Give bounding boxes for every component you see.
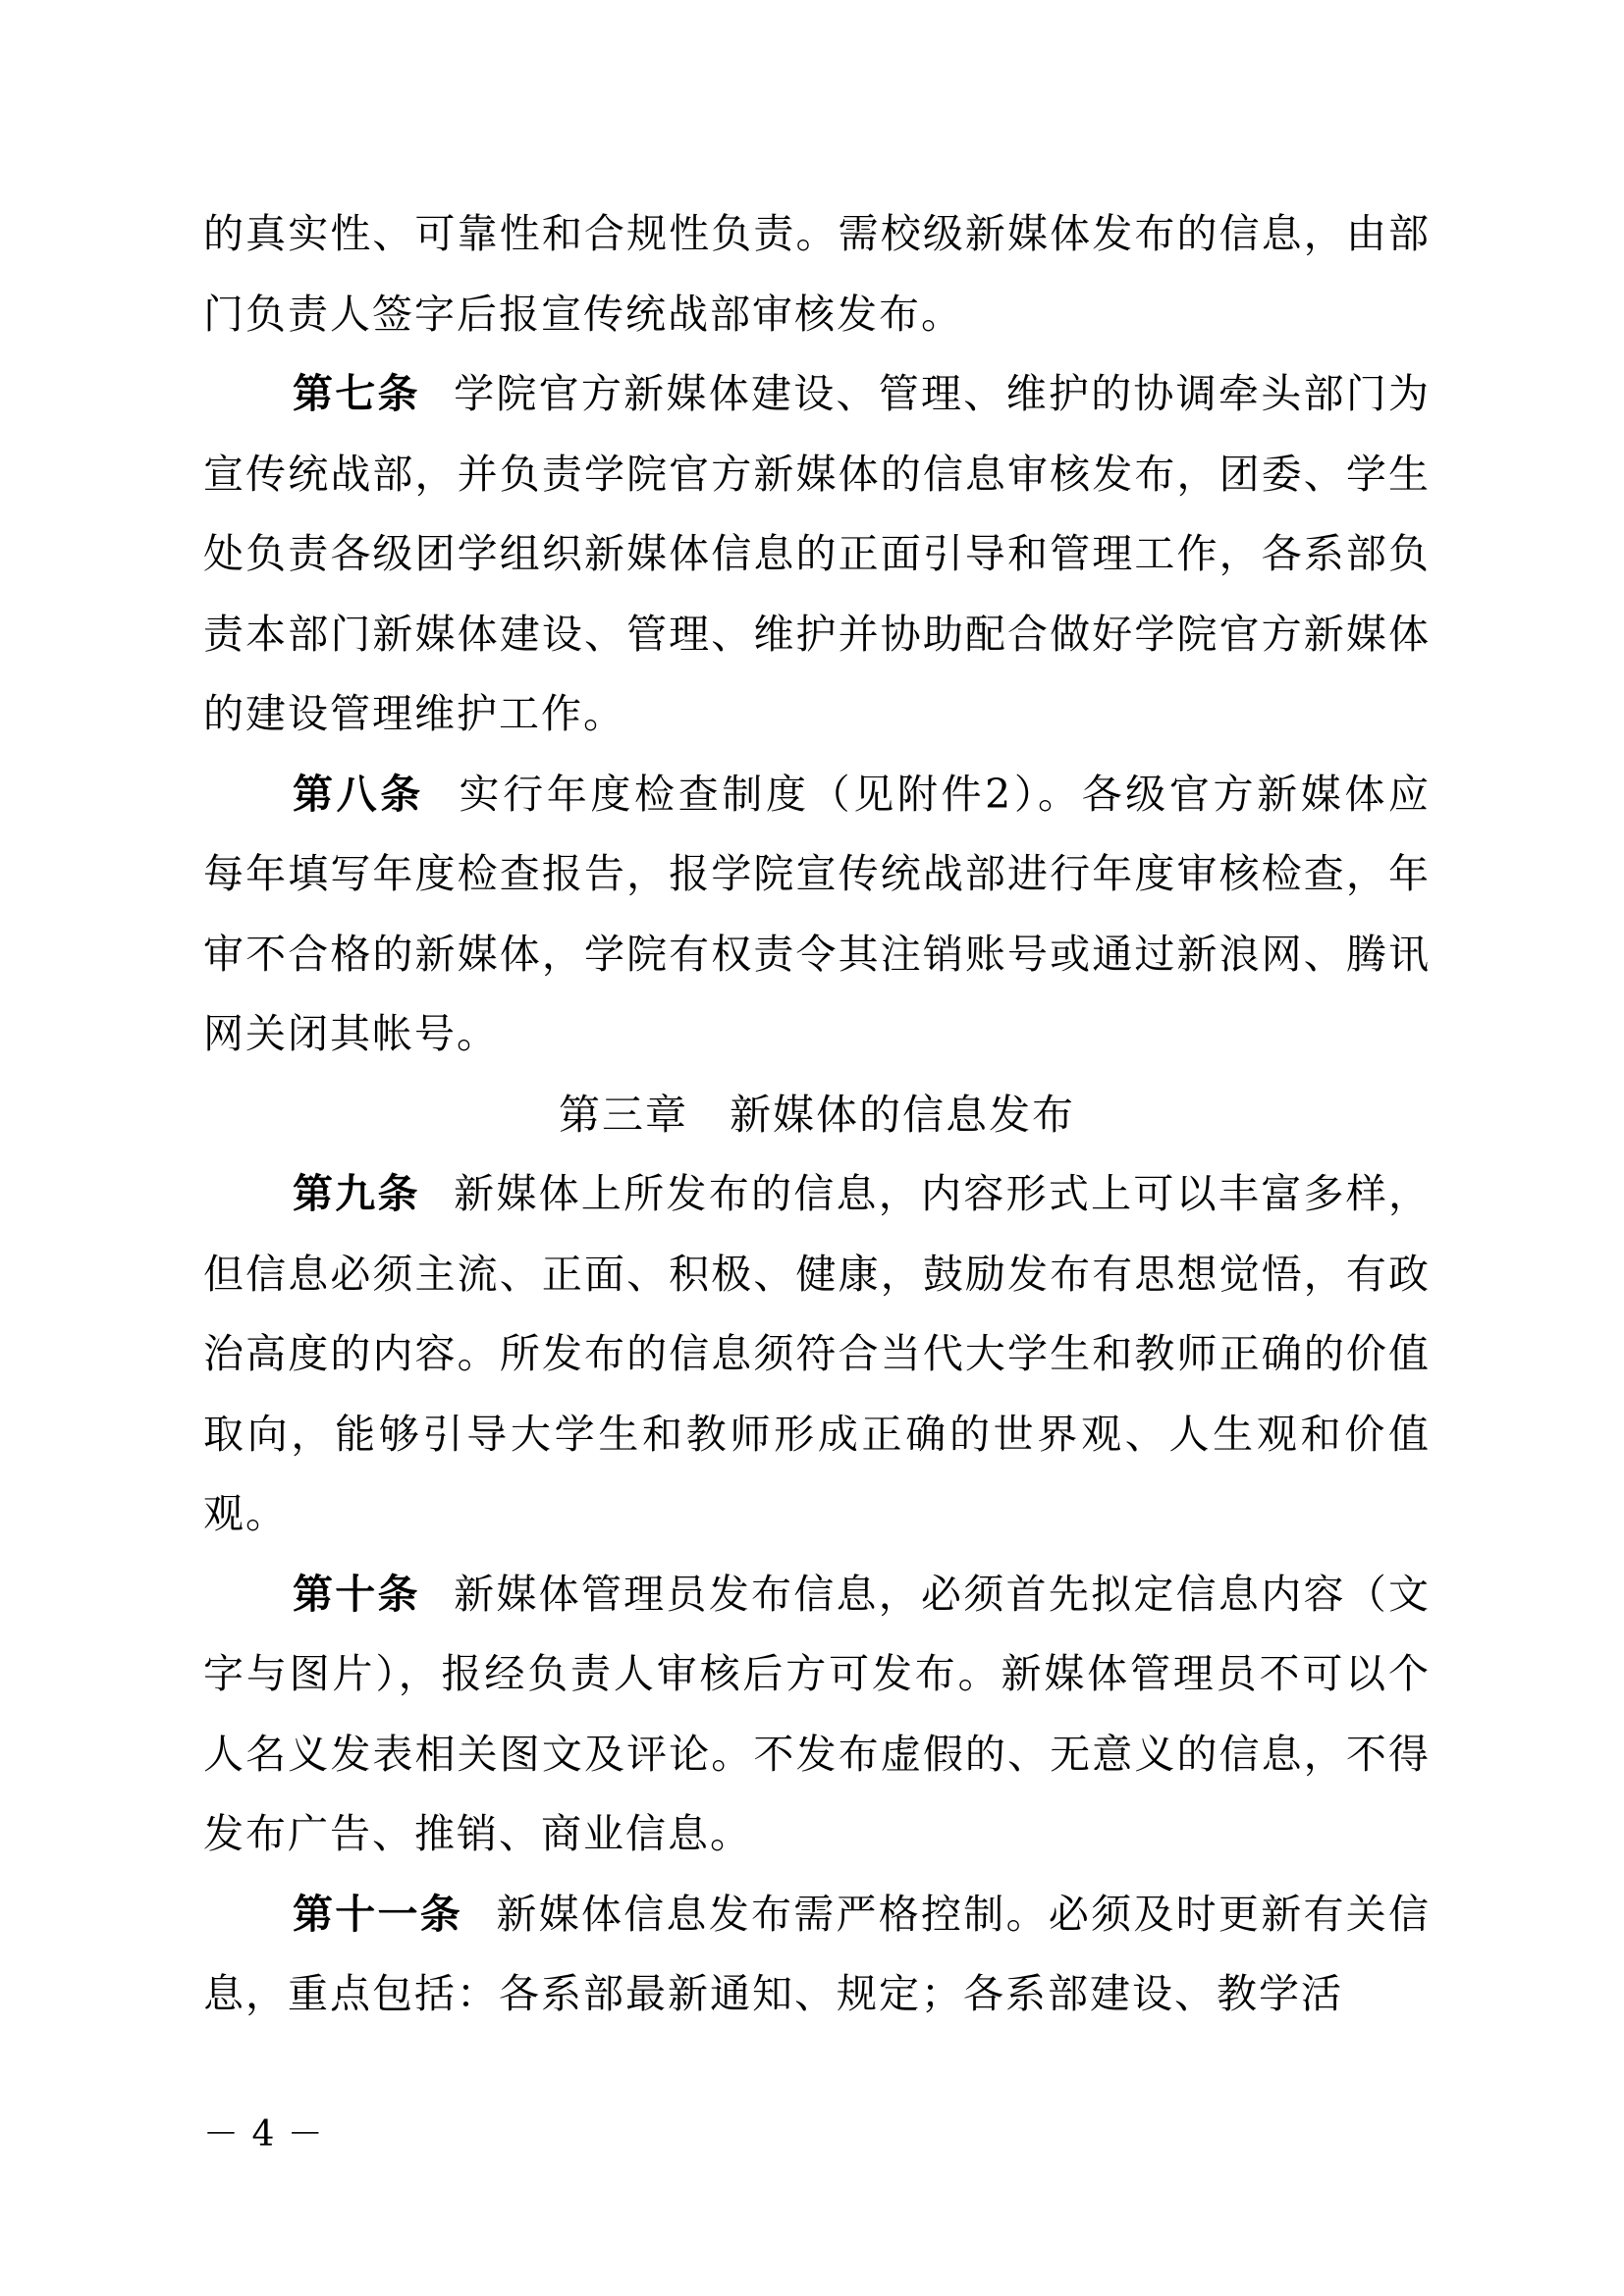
page-number: － 4 － xyxy=(203,2114,324,2155)
chapter-number: 第三章 xyxy=(558,1090,688,1139)
article-10 xyxy=(203,1555,1431,1875)
article-label: 第八条 xyxy=(293,770,424,818)
article-9 xyxy=(203,1154,1431,1555)
article-8 xyxy=(203,755,1431,1075)
article-text: 新媒体管理员发布信息，必须首先拟定信息内容（文字与图片），报经负责人审核后方可发布。新媒体管理员不可以个人名义发表相关图文及评论。不发布虚假的、无意义的信息，不得发布广告、推销、商业信息。 xyxy=(203,1570,1432,1857)
article-11 xyxy=(203,1875,1431,2035)
chapter-heading xyxy=(203,1075,1431,1155)
article-text: 学院官方新媒体建设、管理、维护的协调牵头部门为宣传统战部，并负责学院官方新媒体的信息审核发布，团委、学生处负责各级团学组织新媒体信息的正面引导和管理工作，各系部负责本部门新媒体建设、管理、维护并协助配合做好学院官方新媒体的建设管理维护工作。 xyxy=(203,370,1432,737)
article-text: 新媒体信息发布需严格控制。必须及时更新有关信息，重点包括：各系部最新通知、规定；各系部建设、教学活 xyxy=(203,1890,1431,2017)
article-label: 第十一条 xyxy=(293,1890,463,1938)
document-body xyxy=(203,194,1431,2035)
article-label: 第十条 xyxy=(293,1570,420,1618)
chapter-title: 新媒体的信息发布 xyxy=(730,1090,1076,1139)
article-text: 实行年度检查制度（见附件2）。各级官方新媒体应每年填写年度检查报告，报学院宣传统战部进行年度审核检查，年审不合格的新媒体，学院有权责令其注销账号或通过新浪网、腾讯网关闭其帐号。 xyxy=(203,770,1432,1057)
continuation-paragraph: 的真实性、可靠性和合规性负责。需校级新媒体发布的信息，由部门负责人签字后报宣传统战部审核发布。 xyxy=(203,210,1431,338)
article-7 xyxy=(203,354,1431,755)
article-label: 第七条 xyxy=(293,370,420,417)
article-text: 新媒体上所发布的信息，内容形式上可以丰富多样，但信息必须主流、正面、积极、健康，鼓励发布有思想觉悟，有政治高度的内容。所发布的信息须符合当代大学生和教师正确的价值取向，能够引导大学生和教师形成正确的世界观、人生观和价值观。 xyxy=(203,1170,1432,1537)
article-label: 第九条 xyxy=(293,1170,420,1217)
